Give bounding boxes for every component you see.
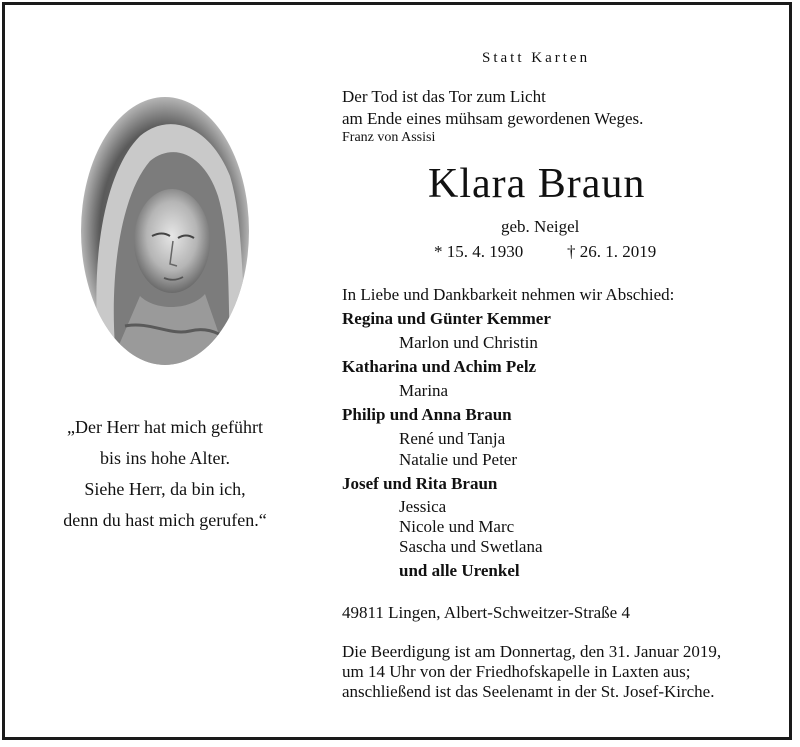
motto-line: Der Tod ist das Tor zum Licht [342, 87, 546, 106]
funeral-line: Die Beerdigung ist am Donnertag, den 31. Januar 2019, [342, 642, 722, 661]
death-date: † 26. 1. 2019 [567, 242, 657, 261]
motto-author: Franz von Assisi [342, 130, 436, 145]
motto-quote [342, 86, 643, 130]
funeral-line: anschließend ist das Seelenamt in der St. Josef-Kirche. [342, 682, 715, 701]
family-parents: Philip und Anna Braun [342, 405, 512, 424]
motto-line: am Ende eines mühsam gewordenen Weges. [342, 109, 644, 128]
address: 49811 Lingen, Albert-Schweitzer-Straße 4 [342, 603, 630, 622]
bible-quote-line: bis ins hohe Alter. [100, 448, 230, 468]
family-children: Marlon und Christin [399, 333, 538, 352]
madonna-image [80, 96, 250, 366]
family-parents: Katharina und Achim Pelz [342, 357, 537, 376]
family-children: Marina [399, 381, 449, 400]
header-title: Statt Karten [482, 50, 591, 66]
madonna-portrait [80, 96, 250, 366]
bible-quote-line: Siehe Herr, da bin ich, [84, 479, 246, 499]
bible-quote [30, 412, 300, 536]
deceased-name: Klara Braun [428, 161, 646, 207]
born-name: geb. Neigel [501, 217, 580, 236]
farewell-intro: In Liebe und Dankbarkeit nehmen wir Abschied: [342, 285, 675, 304]
bible-quote-line: denn du hast mich gerufen.“ [63, 510, 267, 530]
family-children: Nicole und Marc [399, 517, 515, 536]
family-children: Natalie und Peter [399, 450, 518, 469]
family-children: Sascha und Swetlana [399, 537, 543, 556]
funeral-line: um 14 Uhr von der Friedhofskapelle in Laxten aus; [342, 662, 691, 681]
funeral-info [342, 642, 721, 702]
great-grandchildren: und alle Urenkel [399, 561, 520, 580]
family-children: René und Tanja [399, 429, 506, 448]
family-children: Jessica [399, 497, 447, 516]
birth-date: * 15. 4. 1930 [434, 242, 524, 261]
bible-quote-line: „Der Herr hat mich geführt [67, 417, 263, 437]
family-parents: Josef und Rita Braun [342, 474, 498, 493]
family-parents: Regina und Günter Kemmer [342, 309, 551, 328]
